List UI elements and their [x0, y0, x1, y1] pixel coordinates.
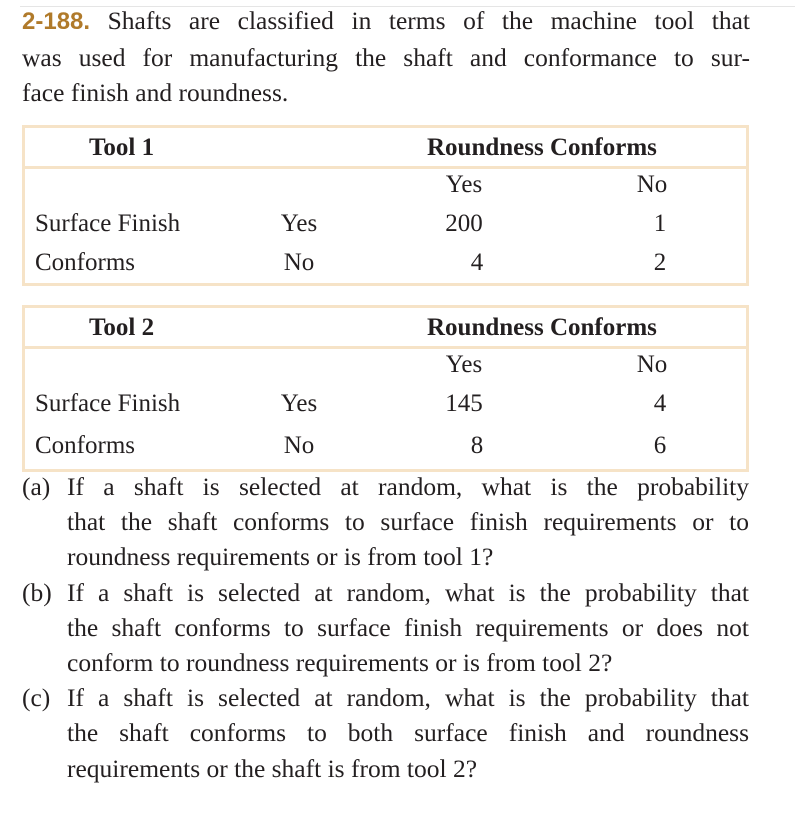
table-cell: 200: [445, 210, 483, 237]
question-line: that the shaft conforms to surface finish requirements or to: [67, 507, 749, 537]
question-line: roundness requirements or is from tool 1?: [67, 542, 494, 572]
question-label: (b): [22, 577, 52, 607]
question-line: conform to roundness requirements or is from tool 2?: [67, 648, 613, 678]
table-row: [25, 349, 746, 388]
yes-column-label: Yes: [445, 171, 483, 198]
problem-text-line-2: was used for manufacturing the shaft and conformance to sur-: [22, 42, 750, 72]
problem-statement: [22, 3, 750, 111]
table-cell: 4: [653, 390, 667, 417]
tool-label: Tool 2: [89, 314, 155, 341]
table-row: [25, 247, 746, 286]
table-header: [25, 308, 746, 349]
row-sublabel: Yes: [280, 390, 318, 417]
problem-text-line-3: face finish and roundness.: [22, 78, 289, 107]
question-line: the shaft conforms to surface finish requirements or does not: [67, 612, 749, 642]
column-group-header: Roundness Conforms: [427, 314, 657, 341]
row-sublabel: No: [283, 432, 315, 459]
question-label: (c): [22, 683, 51, 713]
row-label: Conforms: [35, 432, 135, 459]
table-row: [25, 388, 746, 427]
question-line: the shaft conforms to both surface finish and roundness: [67, 718, 749, 748]
question-line: requirements or the shaft is from tool 2?: [67, 753, 478, 783]
no-column-label: No: [636, 171, 668, 198]
tool-label: Tool 1: [89, 134, 155, 161]
table-cell: 145: [445, 390, 483, 417]
table-cell: 6: [653, 432, 667, 459]
tool-1-table: [22, 125, 749, 286]
question-c: [22, 680, 749, 786]
no-column-label: No: [636, 351, 668, 378]
row-label: Surface Finish: [35, 390, 181, 417]
question-list: [22, 469, 749, 786]
question-line: If a shaft is selected at random, what is the probability that: [67, 683, 749, 713]
row-label: Surface Finish: [35, 210, 181, 237]
table-cell: 2: [653, 249, 667, 276]
row-sublabel: Yes: [280, 210, 318, 237]
row-sublabel: No: [283, 249, 315, 276]
table-cell: 8: [470, 432, 484, 459]
question-line: If a shaft is selected at random, what is the probability: [67, 472, 749, 501]
yes-column-label: Yes: [445, 351, 483, 378]
question-line: If a shaft is selected at random, what is the probability that: [67, 577, 749, 607]
question-b: [22, 575, 749, 681]
table-row: [25, 169, 746, 208]
question-label: (a): [22, 472, 51, 501]
table-row: [25, 427, 746, 469]
table-cell: 1: [653, 210, 667, 237]
table-row: [25, 208, 746, 247]
tool-2-table: [22, 305, 749, 472]
row-label: Conforms: [35, 249, 135, 276]
question-a: [22, 469, 749, 575]
problem-number: 2-188.: [22, 8, 91, 35]
problem-text-line-1: Shafts are classified in terms of the machine tool that: [107, 6, 750, 35]
column-group-header: Roundness Conforms: [427, 134, 657, 161]
table-cell: 4: [470, 249, 484, 276]
table-header: [25, 128, 746, 169]
